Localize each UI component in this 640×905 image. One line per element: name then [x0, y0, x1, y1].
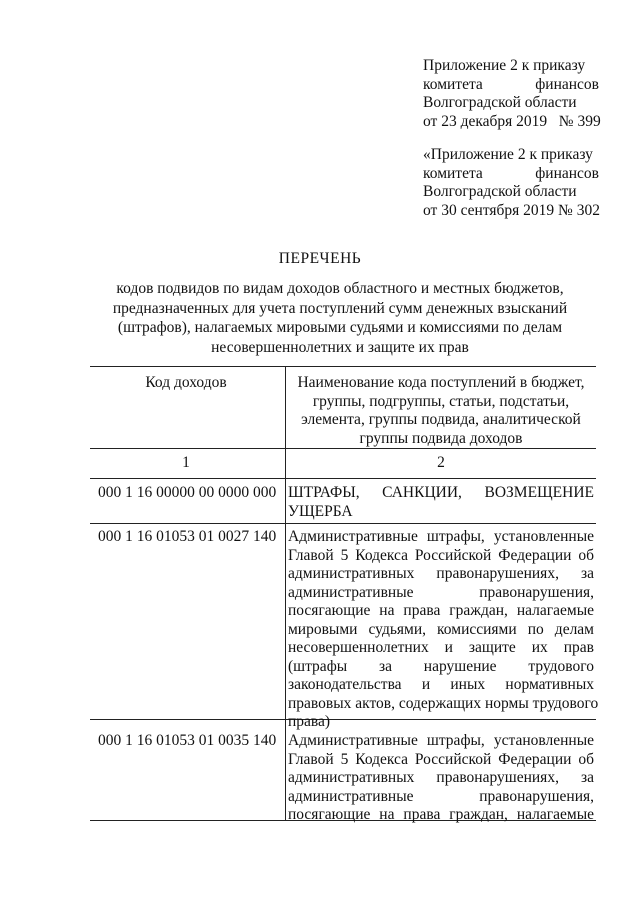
row-code: 000 1 16 01053 01 0035 140 — [98, 732, 277, 749]
row-name-line: административные правонарушения, — [288, 583, 594, 601]
column-number-2: 2 — [437, 454, 445, 471]
row-name-line: посягающие на права граждан, налагаемые — [288, 806, 594, 823]
row-name-line: правовых актов, содержащих нормы трудового — [288, 694, 599, 712]
table-rule — [90, 523, 596, 524]
row-name-line: Административные штрафы, установленные — [288, 732, 594, 749]
document-subtitle — [95, 279, 585, 357]
row-name-line: УЩЕРБА — [288, 502, 353, 520]
appendix-line: Волгоградской области — [423, 94, 577, 111]
row-name-line: административных правонарушениях, за — [288, 565, 594, 582]
row-name-line: ШТРАФЫ, САНКЦИИ, ВОЗМЕЩЕНИЕ — [288, 484, 594, 501]
row-name-line: права) — [288, 713, 331, 730]
header-name-line: Наименование кода поступлений в бюджет, — [297, 374, 585, 391]
appendix-line: Волгоградской области — [423, 183, 577, 200]
header-name-line: элемента, группы подвида, аналитической — [301, 411, 581, 428]
appendix-line: комитета финансов — [423, 75, 599, 93]
table-rule — [90, 366, 596, 367]
header-code: Код доходов — [145, 374, 227, 391]
header-name — [286, 374, 596, 448]
table-rule — [90, 478, 596, 479]
appendix-line: Приложение 2 к приказу — [423, 57, 586, 74]
header-name-line: группы, подгруппы, статьи, подстатьи, — [312, 392, 570, 410]
row-name-line: (штрафы за нарушение трудового — [288, 657, 594, 675]
appendix-current — [423, 57, 599, 131]
column-number-1: 1 — [182, 454, 190, 471]
row-name-line: административных правонарушениях, за — [288, 769, 594, 786]
appendix-line: от 23 декабря 2019 № 399 — [423, 112, 601, 130]
row-name-line: Административные штрафы, установленные — [288, 528, 594, 545]
subtitle-line: предназначенных для учета поступлений сумм денежных взысканий — [112, 299, 568, 317]
row-code: 000 1 16 01053 01 0027 140 — [98, 528, 277, 545]
subtitle-line: несовершеннолетних и защите их прав — [211, 338, 469, 356]
header-name-line: группы подвида доходов — [359, 429, 523, 447]
row-name — [286, 732, 594, 825]
table-rule — [90, 448, 596, 449]
row-name-line: Главой 5 Кодекса Российской Федерации об — [288, 546, 594, 564]
row-name-line: мировыми судьями, комиссиями по делам — [288, 620, 594, 638]
row-name-line: несовершеннолетних и защите их прав — [288, 639, 594, 656]
row-name-line: Главой 5 Кодекса Российской Федерации об — [288, 750, 594, 768]
row-name-line: посягающие на права граждан, налагаемые — [288, 602, 594, 619]
subtitle-line: (штрафов), налагаемых мировыми судьями и комиссиями по делам — [117, 319, 563, 336]
row-name-line: административные правонарушения, — [288, 787, 594, 805]
row-name — [286, 528, 599, 732]
subtitle-line: кодов подвидов по видам доходов областного и местных бюджетов, — [116, 280, 564, 297]
row-code: 000 1 16 00000 00 0000 000 — [98, 484, 277, 501]
appendix-line: «Приложение 2 к приказу — [423, 146, 593, 163]
row-name — [286, 484, 594, 521]
appendix-line: комитета финансов — [423, 164, 599, 182]
appendix-line: от 30 сентября 2019 № 302 — [423, 201, 600, 219]
appendix-previous — [423, 146, 599, 220]
document-title: ПЕРЕЧЕНЬ — [278, 250, 362, 267]
row-name-line: законодательства и иных нормативных — [288, 676, 594, 693]
